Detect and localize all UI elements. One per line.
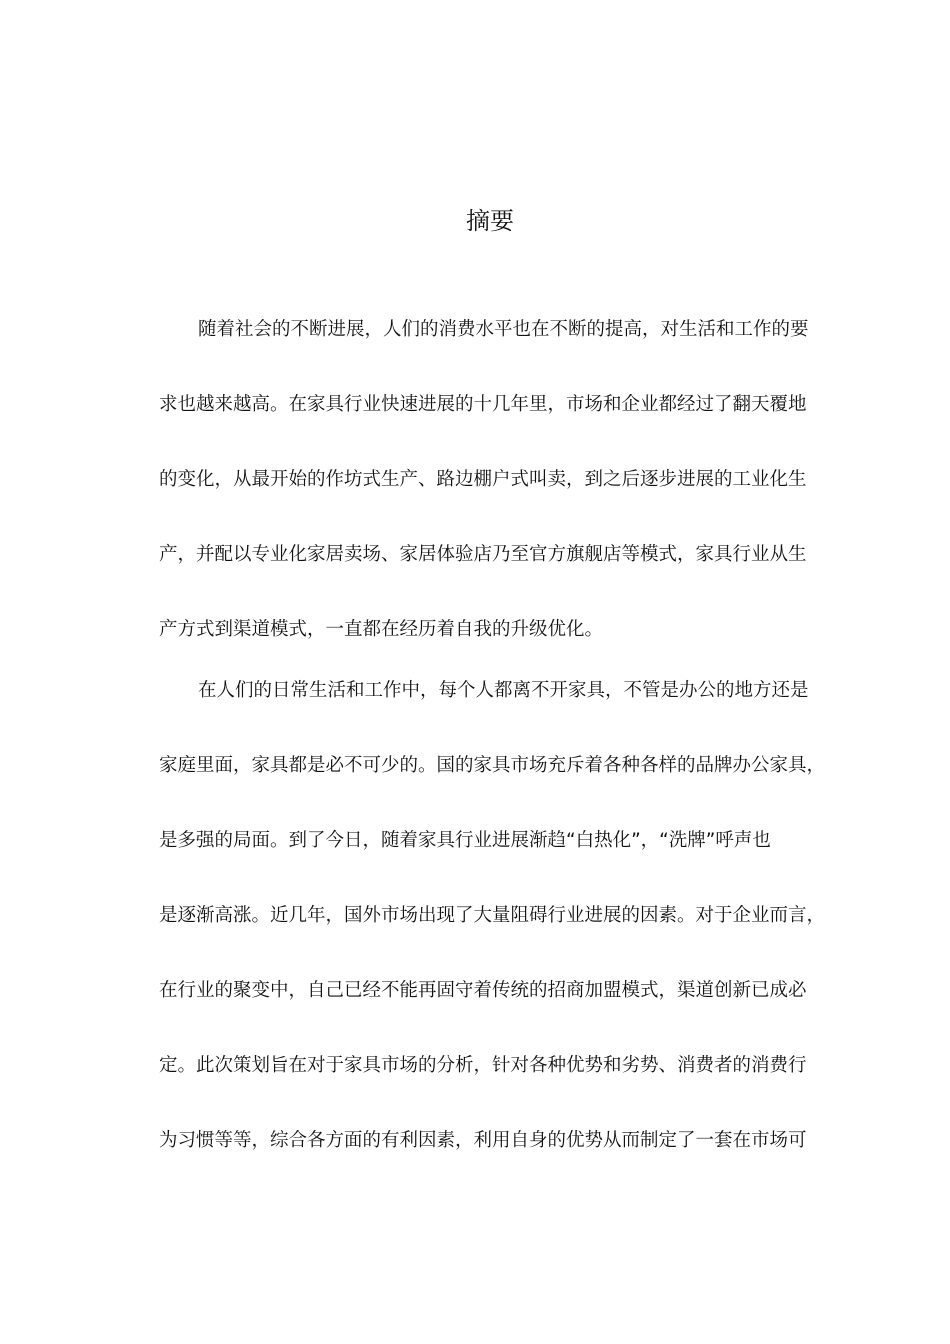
paragraph-2-line-4: 是逐渐高涨。近几年，国外市场出现了大量阻碍行业进展的因素。对于企业而言， xyxy=(159,905,826,926)
paragraph-2-line-7: 为习惯等等，综合各方面的有利因素，利用自身的优势从而制定了一套在市场可 xyxy=(159,1130,807,1151)
page-title: 摘要 xyxy=(466,207,514,235)
paragraph-2-line-5: 在行业的聚变中，自己已经不能再固守着传统的招商加盟模式，渠道创新已成必 xyxy=(159,980,807,1001)
paragraph-2-line-6: 定。此次策划旨在对于家具市场的分析，针对各种优势和劣势、消费者的消费行 xyxy=(159,1055,807,1076)
paragraph-1-line-2: 求也越来越高。在家具行业快速进展的十几年里，市场和企业都经过了翻天覆地 xyxy=(159,394,807,415)
paragraph-2-line-2: 家庭里面，家具都是必不可少的。国的家具市场充斥着各种各样的品牌办公家具， xyxy=(159,755,826,776)
paragraph-2-line-1: 在人们的日常生活和工作中，每个人都离不开家具，不管是办公的地方还是 xyxy=(198,680,809,701)
paragraph-1-line-4: 产，并配以专业化家居卖场、家居体验店乃至官方旗舰店等模式，家具行业从生 xyxy=(159,544,807,565)
paragraph-1-line-3: 的变化，从最开始的作坊式生产、路边棚户式叫卖，到之后逐步进展的工业化生 xyxy=(159,469,807,490)
paragraph-1-line-5: 产方式到渠道模式，一直都在经历着自我的升级优化。 xyxy=(159,619,604,640)
paragraph-1-line-1: 随着社会的不断进展，人们的消费水平也在不断的提高，对生活和工作的要 xyxy=(198,319,809,340)
paragraph-2-line-3: 是多强的局面。到了今日，随着家具行业进展渐趋“白热化”，“洗牌”呼声也 xyxy=(159,830,771,851)
